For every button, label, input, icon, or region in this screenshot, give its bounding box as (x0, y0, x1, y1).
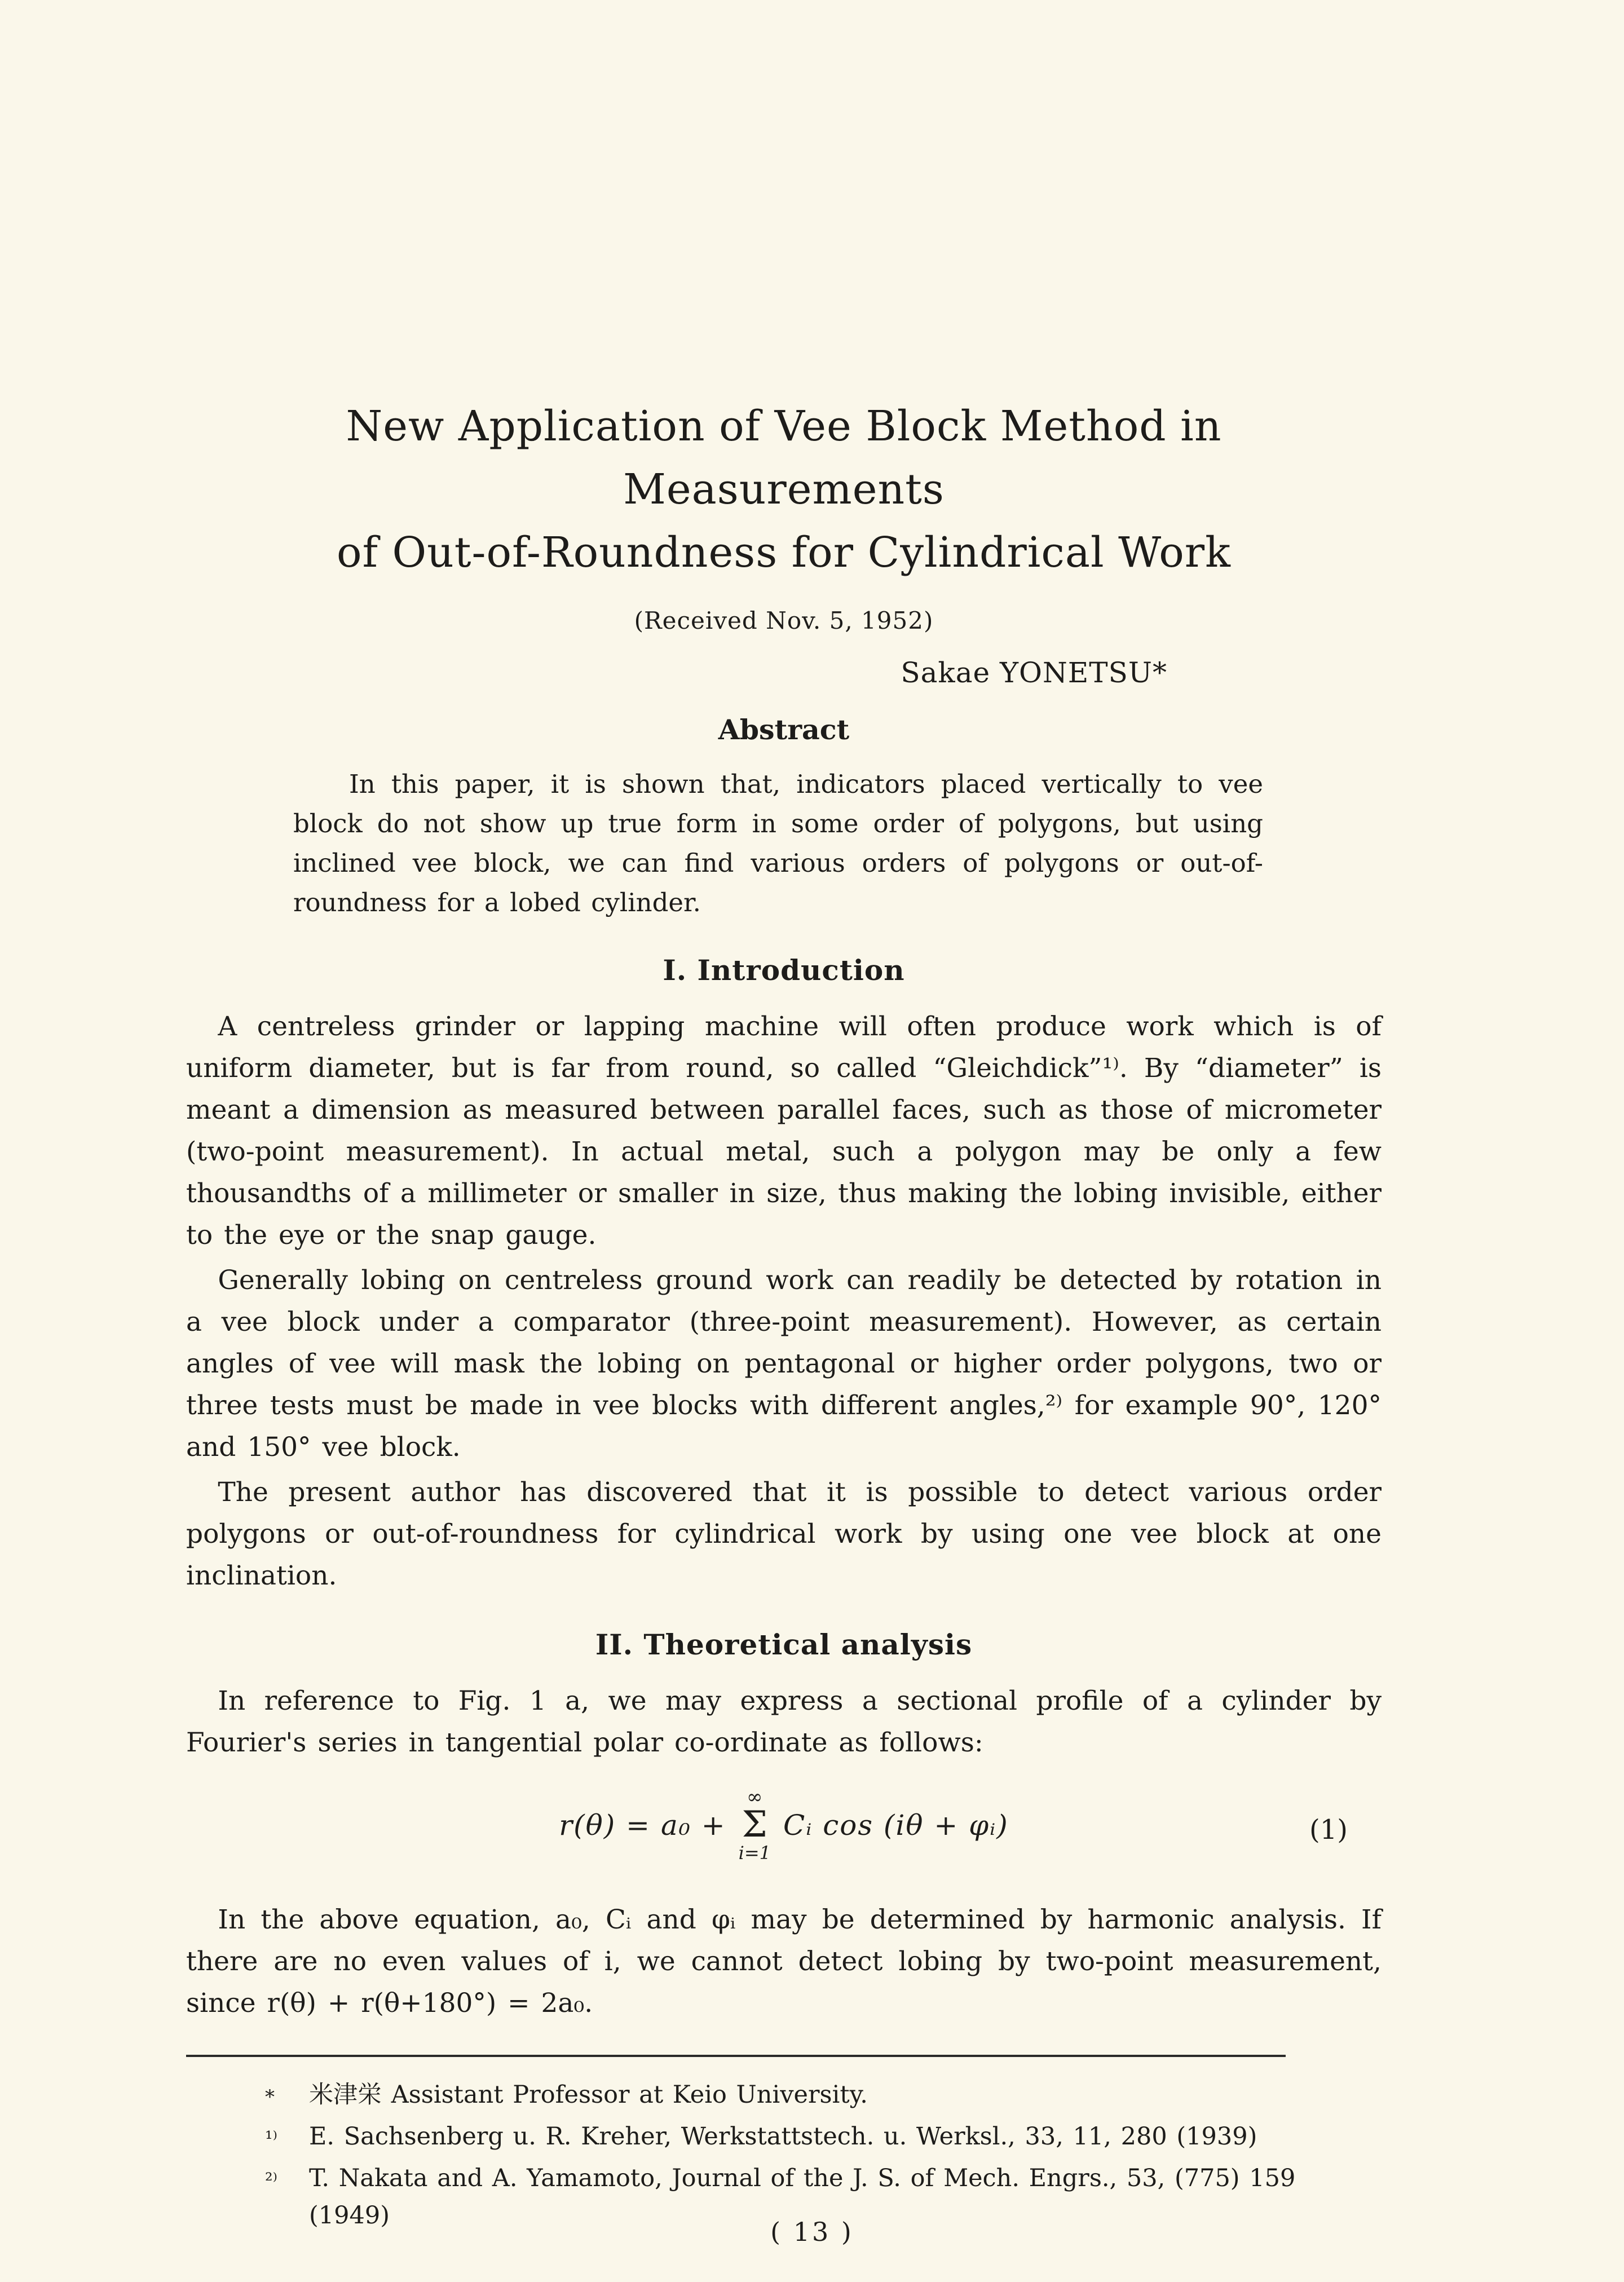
intro-paragraph-3: The present author has discovered that it is possible to detect various order polygons or out-of-roundness for cylindrical work by using one vee block at one inclination. (186, 1477, 1382, 1591)
equation-1 (186, 1787, 1382, 1872)
footnote-text: T. Nakata and A. Yamamoto, Journal of the J. S. of Mech. Engrs., 53, (775) 159 (1949) (309, 2164, 1296, 2230)
footnote-divider (186, 2055, 1286, 2057)
equation-rhs: Cᵢ cos (iθ + φᵢ) (783, 1809, 1009, 1842)
footnote-reference-1 (265, 2118, 1382, 2157)
paper-title-line-2: of Out-of-Roundness for Cylindrical Work (337, 528, 1231, 577)
equation-body (186, 1787, 1382, 1863)
theory-after-paragraph: In the above equation, a₀, Cᵢ and φᵢ may be determined by harmonic analysis. If there are no even values of i, we cannot detect lobing by two-point measurement, since r(θ) + r(θ+180°) = 2a₀. (186, 1904, 1382, 2019)
footnote-marker: ²⁾ (265, 2169, 277, 2192)
summation-symbol (739, 1787, 771, 1863)
summation-sigma: Σ (742, 1804, 767, 1846)
author-name: Sakae YONETSU* (901, 656, 1167, 689)
abstract-heading: Abstract (718, 713, 850, 746)
paper-title-line-1: New Application of Vee Block Method in Measurements (346, 402, 1222, 514)
summation-lower-limit: i=1 (738, 1842, 771, 1864)
section-heading-theoretical-analysis: II. Theoretical analysis (595, 1628, 973, 1661)
footnote-text: E. Sachsenberg u. R. Kreher, Werkstattstech. u. Werksl., 33, 11, 280 (1939) (309, 2122, 1257, 2151)
footnote-affiliation (265, 2076, 1382, 2116)
footnote-marker: ¹⁾ (265, 2127, 277, 2150)
intro-paragraph-2: Generally lobing on centreless ground work can readily be detected by rotation in a vee block under a comparator (three-point measurement). However, as certain angles of vee will mask the lobing on pentagonal or higher order polygons, two or three tests must be made in vee blocks with different angles,²⁾ for example 90°, 120° and 150° vee block. (186, 1265, 1382, 1463)
summation-upper-limit: ∞ (747, 1786, 763, 1808)
footnote-marker: * (265, 2086, 275, 2108)
theory-intro-paragraph: In reference to Fig. 1 a, we may express a sectional profile of a cylinder by Fourier's series in tangential polar co-ordinate as follows: (186, 1685, 1382, 1758)
footnotes (186, 2076, 1382, 2234)
page-number: ( 13 ) (770, 2217, 854, 2247)
abstract-text: In this paper, it is shown that, indicators placed vertically to vee block do not show up true form in some order of polygons, but using inclined vee block, we can find various orders of polygons or out-of-roundness for a lobed cylinder. (293, 769, 1263, 917)
equation-number: (1) (1309, 1814, 1348, 1846)
footnote-text: 米津栄 Assistant Professor at Keio University. (309, 2081, 868, 2109)
received-date: (Received Nov. 5, 1952) (634, 607, 934, 634)
intro-paragraph-1: A centreless grinder or lapping machine will often produce work which is of uniform diameter, but is far from round, so called “Gleichdick”¹⁾. By “diameter” is meant a dimension as measured between parallel faces, such as those of micrometer (two-point measurement). In actual metal, such a polygon may be only a few thousandths of a millimeter or smaller in size, thus making the lobing invisible, either to the eye or the snap gauge. (186, 1011, 1382, 1251)
equation-lhs: r(θ) = a₀ + (559, 1809, 726, 1842)
section-heading-introduction: I. Introduction (663, 954, 905, 987)
paper-title (186, 395, 1382, 584)
